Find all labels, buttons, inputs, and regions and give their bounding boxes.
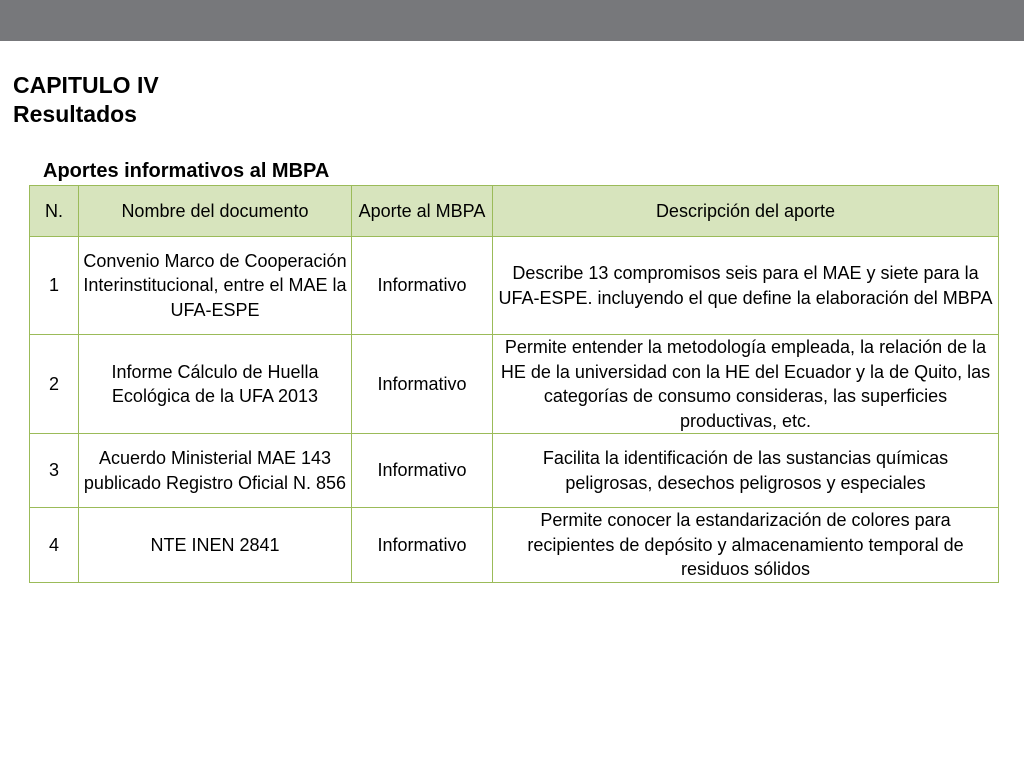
cell-num: 2 [30, 335, 79, 434]
cell-name: Convenio Marco de Cooperación Interinstitucional, entre el MAE la UFA-ESPE [79, 237, 352, 335]
cell-contribution: Informativo [352, 237, 493, 335]
aportes-table [29, 185, 999, 583]
cell-description: Describe 13 compromisos seis para el MAE y siete para la UFA-ESPE. incluyendo el que define la elaboración del MBPA [493, 237, 999, 335]
header-num: N. [30, 186, 79, 237]
table-row [30, 434, 999, 508]
cell-name: NTE INEN 2841 [79, 508, 352, 583]
cell-description: Permite conocer la estandarización de colores para recipientes de depósito y almacenamiento temporal de residuos sólidos [493, 508, 999, 583]
cell-contribution: Informativo [352, 508, 493, 583]
table-row [30, 335, 999, 434]
table-title: Aportes informativos al MBPA [43, 160, 330, 182]
chapter-heading [13, 71, 159, 129]
cell-description: Permite entender la metodología empleada, la relación de la HE de la universidad con la HE del Ecuador y la de Quito, las categorías de consumo consideras, las superficies productivas, etc. [493, 335, 999, 434]
header-description: Descripción del aporte [493, 186, 999, 237]
table-header-row [30, 186, 999, 237]
cell-num: 1 [30, 237, 79, 335]
chapter-number: CAPITULO IV [13, 72, 159, 98]
cell-num: 3 [30, 434, 79, 508]
cell-contribution: Informativo [352, 335, 493, 434]
cell-contribution: Informativo [352, 434, 493, 508]
top-header-bar [0, 0, 1024, 41]
cell-name: Acuerdo Ministerial MAE 143 publicado Registro Oficial N. 856 [79, 434, 352, 508]
cell-description: Facilita la identificación de las sustancias químicas peligrosas, desechos peligrosos y especiales [493, 434, 999, 508]
table-row [30, 237, 999, 335]
table-row [30, 508, 999, 583]
chapter-title: Resultados [13, 101, 137, 127]
header-name: Nombre del documento [79, 186, 352, 237]
cell-num: 4 [30, 508, 79, 583]
cell-name: Informe Cálculo de Huella Ecológica de la UFA 2013 [79, 335, 352, 434]
header-contribution: Aporte al MBPA [352, 186, 493, 237]
